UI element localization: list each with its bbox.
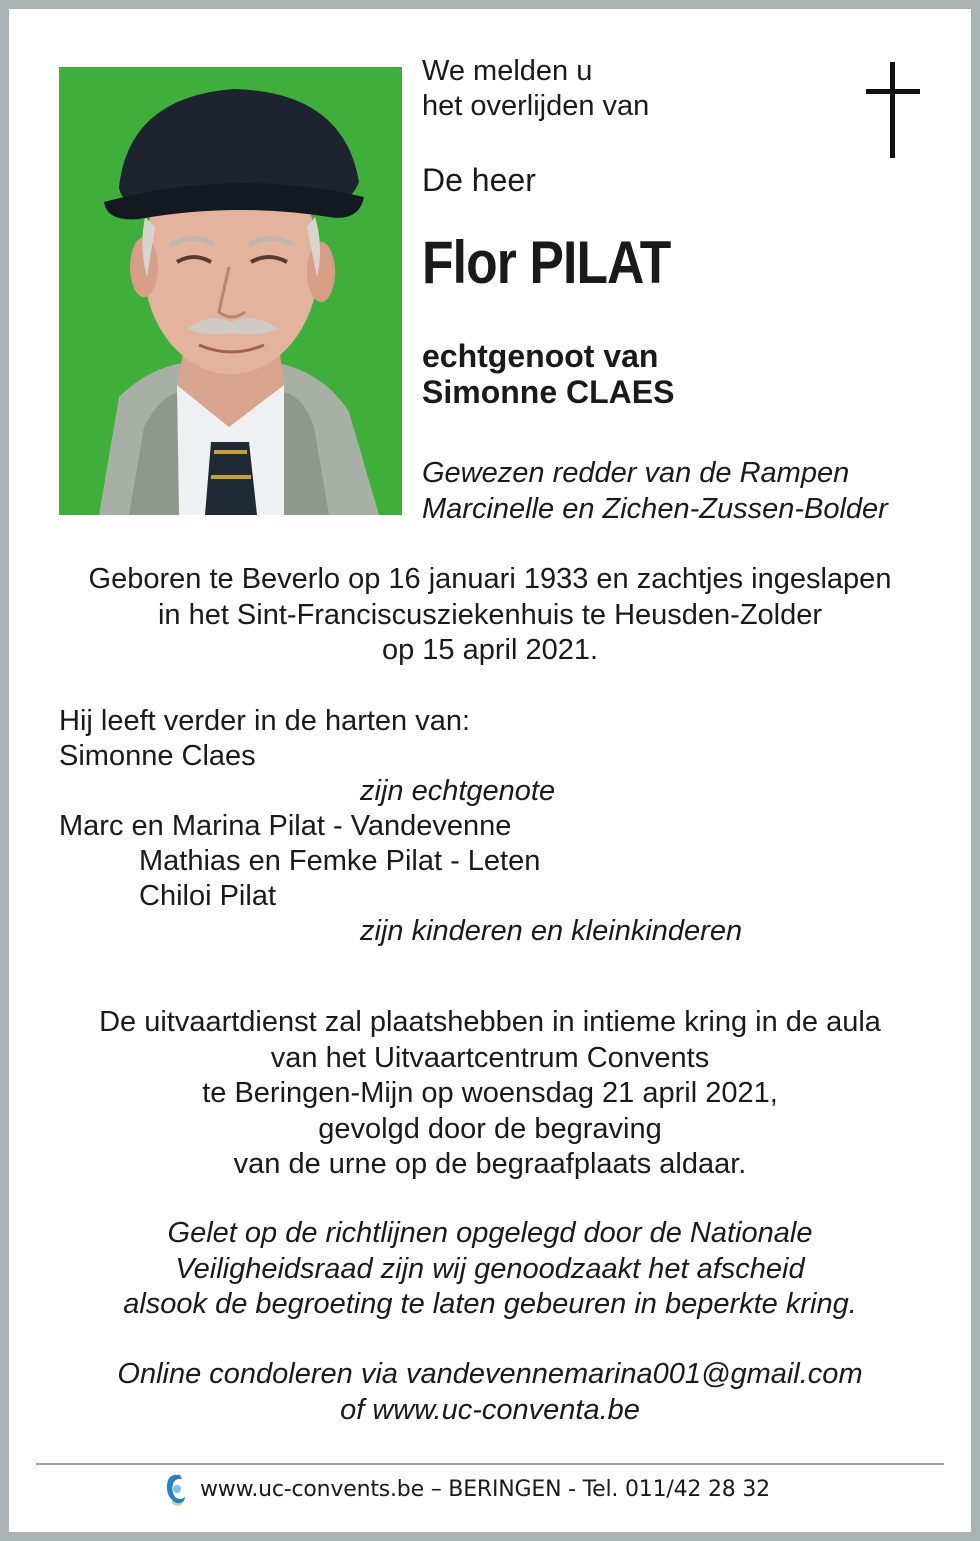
online-line-2: of www.uc-conventa.be: [340, 1393, 640, 1426]
covid-line-3: alsook de begroeting te laten gebeuren in beperkte kring.: [123, 1288, 857, 1320]
service-line-5: van de urne op de begraafplaats aldaar.: [233, 1148, 747, 1180]
online-line-1: Online condoleren via vandevennemarina001@gmail.com: [117, 1358, 863, 1390]
merit-line-1: Gewezen redder van de Rampen: [422, 457, 850, 489]
service-line-4: gevolgd door de begraving: [318, 1112, 662, 1145]
announcement-intro: [422, 54, 649, 124]
spouse-line-1: echtgenoot van: [422, 338, 659, 374]
footer-contact: www.uc-convents.be – BERINGEN - Tel. 011/42 28 32: [200, 1476, 770, 1502]
footer-divider: [36, 1463, 944, 1465]
service-line-3: te Beringen-Mijn op woensdag 21 april 2021,: [202, 1077, 778, 1109]
family-grandchild-1: Mathias en Femke Pilat - Leten: [139, 845, 541, 877]
intro-line-1: We melden u: [422, 55, 593, 87]
spouse-line-2: Simonne CLAES: [422, 374, 675, 410]
service-paragraph: [30, 1005, 950, 1183]
merit-text: [422, 455, 888, 527]
merit-line-2: Marcinelle en Zichen-Zussen-Bolder: [422, 493, 888, 525]
family-children-relation: zijn kinderen en kleinkinderen: [360, 915, 743, 947]
covid-notice: [30, 1216, 950, 1323]
family-spouse-relation: zijn echtgenote: [360, 775, 556, 807]
deceased-name: Flor PILAT: [422, 229, 671, 296]
birth-line-3: op 15 april 2021.: [381, 634, 599, 666]
uc-convents-logo-icon: [162, 1471, 188, 1507]
footer: [162, 1469, 770, 1509]
service-line-2: van het Uitvaartcentrum Convents: [270, 1041, 710, 1074]
covid-line-1: Gelet op de richtlijnen opgelegd door de Nationale: [167, 1217, 813, 1249]
birth-death-paragraph: [30, 562, 950, 669]
online-condolence: [30, 1357, 950, 1428]
family-spouse-name: Simonne Claes: [59, 740, 256, 772]
spouse-of: [422, 338, 674, 410]
portrait-photo: [59, 67, 402, 515]
honorific: De heer: [422, 162, 536, 198]
family-grandchild-2: Chiloi Pilat: [139, 880, 276, 912]
birth-line-2: in het Sint-Franciscusziekenhuis te Heusden-Zolder: [157, 598, 823, 631]
family-list: [59, 704, 742, 949]
family-heading: Hij leeft verder in de harten van:: [59, 705, 471, 737]
cross-icon: [863, 62, 923, 158]
birth-line-1: Geboren te Beverlo op 16 januari 1933 en zachtjes ingeslapen: [88, 563, 892, 595]
covid-line-2: Veiligheidsraad zijn wij genoodzaakt het afscheid: [175, 1252, 805, 1285]
service-line-1: De uitvaartdienst zal plaatshebben in intieme kring in de aula: [99, 1006, 881, 1038]
family-child-1: Marc en Marina Pilat - Vandevenne: [59, 810, 512, 842]
intro-line-2: het overlijden van: [422, 90, 650, 122]
